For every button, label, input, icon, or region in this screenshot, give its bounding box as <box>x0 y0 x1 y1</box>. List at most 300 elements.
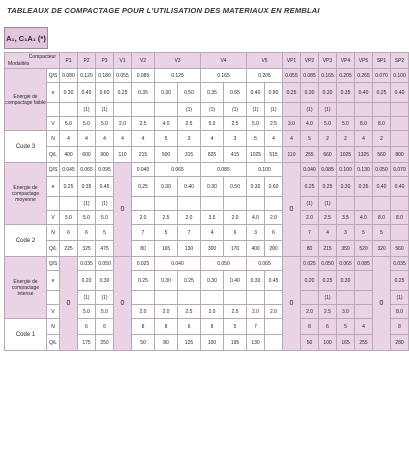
cell-zero: 0 <box>60 257 78 351</box>
cell: 300 <box>201 241 224 257</box>
table-row <box>5 147 409 163</box>
cell: 5 <box>337 319 355 335</box>
cell: 80 <box>155 335 178 351</box>
col-header: P2 <box>78 53 96 69</box>
col-header: V1 <box>114 53 132 69</box>
cell: 0.35 <box>355 177 373 197</box>
cell: 5.0 <box>96 211 114 225</box>
cell: 2.0 <box>201 305 224 319</box>
cell: 215 <box>132 147 155 163</box>
cell: 2.5 <box>224 305 247 319</box>
cell: 0.45 <box>265 271 283 291</box>
col-header: VP3 <box>319 53 337 69</box>
cell: 50 <box>132 335 155 351</box>
cell: 0.120 <box>78 69 96 83</box>
cell: (1) <box>96 103 114 117</box>
table-row <box>5 211 409 225</box>
cell: 2.0 <box>178 211 201 225</box>
cell: 80 <box>132 241 155 257</box>
cell: 8 <box>391 319 409 335</box>
cell: 3.0 <box>337 305 355 319</box>
cell: 8 <box>132 319 155 335</box>
cell: 165 <box>155 241 178 257</box>
cell: 0.25 <box>132 177 155 197</box>
cell: 110 <box>114 147 132 163</box>
cell: 125 <box>178 335 201 351</box>
row-label: V <box>47 117 60 131</box>
cell: 2.5 <box>132 117 155 131</box>
cell: 0.30 <box>155 177 178 197</box>
cell: 0.035 <box>78 257 96 271</box>
cell: 0.070 <box>373 69 391 83</box>
cell: 8.0 <box>373 117 391 131</box>
corner-compacteur: Compacteur <box>28 54 56 60</box>
cell: 0.45 <box>96 177 114 197</box>
cell: 4.0 <box>355 211 373 225</box>
cell: 170 <box>224 241 247 257</box>
cell: 0.065 <box>155 163 201 177</box>
cell: 0.40 <box>391 177 409 197</box>
cell: 0.30 <box>155 83 178 103</box>
cell: (1) <box>319 291 337 305</box>
cell: 7 <box>301 225 319 241</box>
table-row <box>5 241 409 257</box>
cell: 0.050 <box>201 257 247 271</box>
cell: 0.265 <box>355 69 373 83</box>
cell: 2.5 <box>224 117 247 131</box>
cell: 0.20 <box>78 271 96 291</box>
header-row <box>5 53 409 69</box>
cell: 0.35 <box>78 177 96 197</box>
table-row <box>5 103 409 117</box>
cell: (1) <box>301 103 319 117</box>
row-label: Q/L <box>47 147 60 163</box>
cell: 0.025 <box>301 257 319 271</box>
row-label: V <box>47 211 60 225</box>
table-row <box>5 69 409 83</box>
cell: 4 <box>265 131 283 147</box>
cell: 0.30 <box>319 83 337 103</box>
cell: (1) <box>78 291 96 305</box>
cell: 6 <box>60 225 78 241</box>
row-label <box>47 103 60 117</box>
row-label: N <box>47 319 60 335</box>
cell: 0.60 <box>96 83 114 103</box>
row-label: Q/L <box>47 241 60 257</box>
cell: 8.0 <box>391 211 409 225</box>
table-row <box>5 131 409 147</box>
cell: 215 <box>319 241 337 257</box>
cell: 0.050 <box>319 257 337 271</box>
cell: 0.30 <box>201 177 224 197</box>
cell: 4 <box>283 131 301 147</box>
cell: 3 <box>247 225 265 241</box>
cell-zero: 0 <box>283 257 301 351</box>
cell: 2.0 <box>132 211 155 225</box>
compaction-table <box>4 52 409 351</box>
cell: 6 <box>78 225 96 241</box>
cell: 8 <box>201 319 224 335</box>
cell: 5.0 <box>60 211 78 225</box>
cell: 4.0 <box>301 117 319 131</box>
cell-zero: 0 <box>114 257 132 351</box>
col-header: P1 <box>60 53 78 69</box>
cell: 6 <box>265 225 283 241</box>
cell: (1) <box>78 103 96 117</box>
code-1-label: Code 1 <box>5 319 47 351</box>
cell: 0.30 <box>60 83 78 103</box>
cell: 500 <box>155 147 178 163</box>
cell: 5 <box>155 131 178 147</box>
cell: 600 <box>78 147 96 163</box>
cell: 4 <box>96 131 114 147</box>
col-header: V5 <box>247 53 283 69</box>
corner-cell <box>5 53 60 69</box>
code-2-label: Code 2 <box>5 225 47 257</box>
cell: 0.065 <box>247 257 283 271</box>
cell: 5 <box>96 225 114 241</box>
cell: 2.0 <box>114 117 132 131</box>
cell: 100 <box>201 335 224 351</box>
cell: 0.35 <box>132 83 155 103</box>
cell: 825 <box>201 147 224 163</box>
col-header: SP1 <box>373 53 391 69</box>
cell: 0.40 <box>373 177 391 197</box>
cell: (1) <box>319 197 337 211</box>
row-label: V <box>47 305 60 319</box>
cell: 6 <box>78 319 96 335</box>
col-header: V2 <box>132 53 155 69</box>
cell: 0.65 <box>224 83 247 103</box>
cell: 0.60 <box>265 177 283 197</box>
cell: 3.5 <box>337 211 355 225</box>
row-label: e <box>47 83 60 103</box>
cell: 0.25 <box>60 177 78 197</box>
cell: 0.085 <box>301 69 319 83</box>
cell: 0.180 <box>96 69 114 83</box>
cell: 2.0 <box>301 305 319 319</box>
cell: 2.5 <box>178 305 201 319</box>
page-title: TABLEAUX DE COMPACTAGE POUR L'UTILISATION DES MATERIAUX EN REMBLAI <box>7 6 320 15</box>
cell: 100 <box>319 335 337 351</box>
cell: 4 <box>201 131 224 147</box>
table-row <box>5 163 409 177</box>
cell: 0.40 <box>391 83 409 103</box>
cell: 0.30 <box>301 83 319 103</box>
cell: 520 <box>355 241 373 257</box>
col-header: P3 <box>96 53 114 69</box>
row-label: e <box>47 271 60 291</box>
cell: 5.0 <box>201 117 224 131</box>
cell: 8 <box>155 319 178 335</box>
cell: 4.0 <box>247 211 265 225</box>
cell: 0.065 <box>337 257 355 271</box>
cell: 0.070 <box>391 163 409 177</box>
table-row <box>5 197 409 211</box>
energy-intense-label: Energie de compactage intense <box>5 257 47 319</box>
cell: 3 <box>337 225 355 241</box>
cell: 2.5 <box>319 211 337 225</box>
cell: 6 <box>178 319 201 335</box>
cell: 7 <box>132 225 155 241</box>
cell: 0.40 <box>178 177 201 197</box>
cell: 2 <box>319 131 337 147</box>
cell: 5 <box>224 319 247 335</box>
col-header: V4 <box>201 53 247 69</box>
cell: 2.0 <box>265 305 283 319</box>
cell: 0.050 <box>373 163 391 177</box>
cell: 5.0 <box>78 117 96 131</box>
cell: 800 <box>391 147 409 163</box>
cell: 5 <box>155 225 178 241</box>
cell: (1) <box>178 103 201 117</box>
cell: 2.0 <box>265 211 283 225</box>
energy-moyenne-label: Energie de compactage moyenne <box>5 163 47 225</box>
cell: 0.30 <box>247 177 265 197</box>
col-header: VP2 <box>301 53 319 69</box>
cell: 2.0 <box>301 211 319 225</box>
cell: 5 <box>247 131 265 147</box>
cell: 0.30 <box>247 271 265 291</box>
cell: 5.0 <box>78 211 96 225</box>
cell: 0.045 <box>60 163 78 177</box>
cell: 0.80 <box>265 83 283 103</box>
cell: 0.50 <box>178 83 201 103</box>
cell: 4 <box>355 131 373 147</box>
cell: 2.0 <box>132 305 155 319</box>
cell: 4 <box>201 225 224 241</box>
cell: 0.25 <box>114 83 132 103</box>
cell: 0.165 <box>319 69 337 83</box>
cell: 320 <box>373 241 391 257</box>
cell: 2.5 <box>155 211 178 225</box>
cell: 225 <box>60 241 78 257</box>
cell: 0.35 <box>201 83 224 103</box>
cell: 0.165 <box>201 69 247 83</box>
row-label: Q/S <box>47 163 60 177</box>
cell: 0.40 <box>247 83 265 103</box>
cell: (1) <box>201 103 224 117</box>
cell: 130 <box>247 335 265 351</box>
cell: 0.095 <box>96 163 114 177</box>
cell: 255 <box>301 147 319 163</box>
cell: 4.0 <box>155 117 178 131</box>
cell: 0.45 <box>78 83 96 103</box>
cell: 2.0 <box>247 305 265 319</box>
cell: 5.0 <box>337 117 355 131</box>
cell: 110 <box>283 147 301 163</box>
cell: 50 <box>301 335 319 351</box>
cell: 250 <box>96 335 114 351</box>
cell: 7 <box>178 225 201 241</box>
cell: 3 <box>224 131 247 147</box>
cell: 0.125 <box>155 69 201 83</box>
cell: 2.5 <box>319 305 337 319</box>
cell: 0.205 <box>247 69 283 83</box>
col-header: VP4 <box>337 53 355 69</box>
cell: 5.0 <box>60 117 78 131</box>
cell: 0.25 <box>319 177 337 197</box>
cell: 0.040 <box>155 257 201 271</box>
cell: 6 <box>319 319 337 335</box>
cell-zero: 0 <box>114 163 132 257</box>
cell: 0.025 <box>132 257 155 271</box>
soil-class-label: A₁, C₁A₁ (*) <box>4 27 48 49</box>
cell: 8.0 <box>373 211 391 225</box>
energy-faible-label: Energie de compactage faible <box>5 69 47 131</box>
cell: 0.205 <box>337 69 355 83</box>
cell: 3 <box>178 131 201 147</box>
cell: 4 <box>60 131 78 147</box>
cell: 0.25 <box>301 177 319 197</box>
cell: 3.5 <box>201 211 224 225</box>
cell: 5 <box>355 225 373 241</box>
cell: (1) <box>301 197 319 211</box>
cell: 0.30 <box>155 271 178 291</box>
cell: 280 <box>391 335 409 351</box>
cell: 325 <box>78 241 96 257</box>
row-label: e <box>47 177 60 197</box>
cell: 255 <box>355 335 373 351</box>
cell: 2 <box>337 131 355 147</box>
cell: 660 <box>319 147 337 163</box>
cell: 5.0 <box>78 305 96 319</box>
cell: 0.30 <box>96 271 114 291</box>
cell: 5 <box>301 131 319 147</box>
cell: (1) <box>224 103 247 117</box>
cell: 8.0 <box>355 117 373 131</box>
cell: 0.055 <box>114 69 132 83</box>
cell: (1) <box>391 291 409 305</box>
cell: 2.0 <box>224 211 247 225</box>
col-header: VP5 <box>355 53 373 69</box>
cell: 900 <box>96 147 114 163</box>
cell: 0.30 <box>337 177 355 197</box>
cell: 0.35 <box>337 83 355 103</box>
cell: 4 <box>355 319 373 335</box>
cell: 0.100 <box>247 163 283 177</box>
table-row <box>5 257 409 271</box>
cell: 0.055 <box>283 69 301 83</box>
cell: 4 <box>132 131 155 147</box>
corner-modalites: Modalités <box>8 61 30 67</box>
cell-zero: 0 <box>373 257 391 351</box>
cell: (1) <box>96 197 114 211</box>
row-label: Q/S <box>47 69 60 83</box>
cell: (1) <box>319 103 337 117</box>
cell: 0.40 <box>355 83 373 103</box>
cell: 0.30 <box>337 271 355 291</box>
cell: 400 <box>247 241 265 257</box>
cell: 0.085 <box>132 69 155 83</box>
cell: 0.100 <box>391 69 409 83</box>
cell: 0.085 <box>201 163 247 177</box>
cell: 0.085 <box>319 163 337 177</box>
cell: 8 <box>301 319 319 335</box>
cell: 560 <box>391 241 409 257</box>
cell: 2 <box>373 131 391 147</box>
cell-zero: 0 <box>283 163 301 257</box>
cell: 175 <box>78 335 96 351</box>
cell: 0.100 <box>337 163 355 177</box>
cell: (1) <box>78 197 96 211</box>
cell: 165 <box>337 335 355 351</box>
cell: 2.5 <box>178 117 201 131</box>
cell: 350 <box>337 241 355 257</box>
cell: 0.040 <box>132 163 155 177</box>
cell: 0.065 <box>78 163 96 177</box>
col-header: V3 <box>155 53 201 69</box>
cell: 0.25 <box>178 271 201 291</box>
cell: 0.080 <box>60 69 78 83</box>
col-header: VP1 <box>283 53 301 69</box>
code-3-label: Code 3 <box>5 131 47 163</box>
cell: 0.50 <box>224 177 247 197</box>
cell: (1) <box>265 103 283 117</box>
row-label: N <box>47 225 60 241</box>
cell: 0.25 <box>132 271 155 291</box>
cell: 130 <box>178 241 201 257</box>
table-row <box>5 177 409 197</box>
cell: 1325 <box>355 147 373 163</box>
cell: 0.40 <box>224 271 247 291</box>
cell: (1) <box>247 103 265 117</box>
cell: 0.20 <box>301 271 319 291</box>
cell: 0.040 <box>301 163 319 177</box>
cell: 200 <box>265 241 283 257</box>
row-label: N <box>47 131 60 147</box>
cell: 3.0 <box>283 117 301 131</box>
cell: 475 <box>96 241 114 257</box>
cell: (1) <box>96 291 114 305</box>
cell: 0.085 <box>355 257 373 271</box>
cell: 4 <box>114 131 132 147</box>
cell: 0.050 <box>96 257 114 271</box>
cell: 80 <box>301 241 319 257</box>
cell: 315 <box>178 147 201 163</box>
table-row <box>5 117 409 131</box>
cell: 515 <box>265 147 283 163</box>
cell: 5.0 <box>96 117 114 131</box>
cell: 4 <box>319 225 337 241</box>
cell: 560 <box>373 147 391 163</box>
cell: 0.25 <box>373 83 391 103</box>
cell: 0.25 <box>319 271 337 291</box>
cell: 0.25 <box>391 271 409 291</box>
cell: 1025 <box>247 147 265 163</box>
row-label: Q/L <box>47 335 60 351</box>
cell: 400 <box>60 147 78 163</box>
cell: 5.0 <box>96 305 114 319</box>
cell: 1025 <box>337 147 355 163</box>
cell: 4 <box>78 131 96 147</box>
cell: 2.0 <box>155 305 178 319</box>
cell: 0.035 <box>391 257 409 271</box>
cell: 5 <box>373 225 391 241</box>
cell: 8.0 <box>391 305 409 319</box>
col-header: SP2 <box>391 53 409 69</box>
table-row <box>5 225 409 241</box>
cell: 6 <box>96 319 114 335</box>
cell: 0.130 <box>355 163 373 177</box>
cell: 195 <box>224 335 247 351</box>
cell: 7 <box>247 319 265 335</box>
cell: 0.30 <box>201 271 224 291</box>
cell: 0.25 <box>283 83 301 103</box>
row-label: Q/S <box>47 257 60 271</box>
cell: 6 <box>224 225 247 241</box>
cell: 2.5 <box>265 117 283 131</box>
